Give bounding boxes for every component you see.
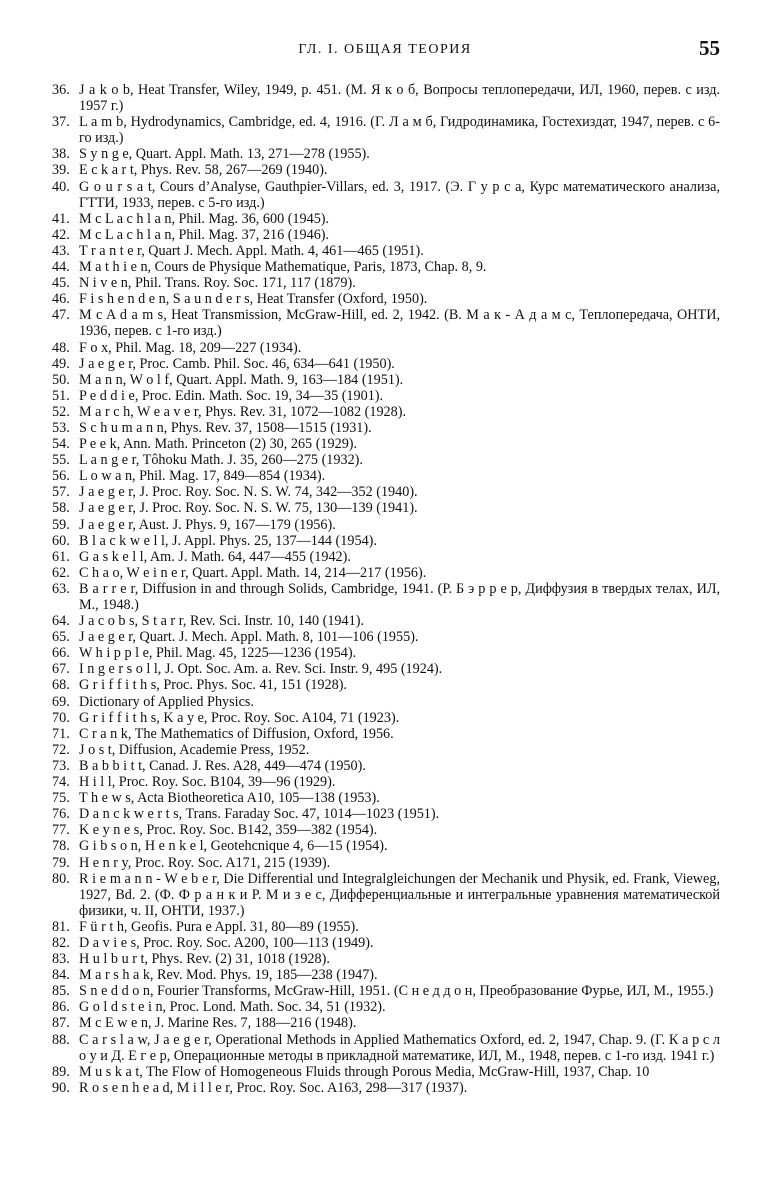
reference-number: 51.: [52, 387, 70, 404]
reference-item: [52, 919, 720, 935]
reference-text: J a e g e r, Aust. J. Phys. 9, 167—179 (1956).: [79, 516, 336, 533]
reference-item: [52, 613, 720, 629]
reference-item: [52, 999, 720, 1015]
reference-number: 60.: [52, 532, 70, 549]
reference-text: M u s k a t, The Flow of Homogeneous Fluids through Porous Media, McGraw-Hill, 1937, Chap. 10: [79, 1063, 650, 1080]
reference-number: 42.: [52, 226, 70, 243]
reference-number: 45.: [52, 275, 70, 292]
reference-number: 78.: [52, 838, 70, 855]
reference-item: [52, 356, 720, 372]
reference-item: [52, 871, 720, 919]
reference-number: 56.: [52, 468, 70, 485]
reference-text: F i s h e n d e n, S a u n d e r s, Heat Transfer (Oxford, 1950).: [79, 291, 428, 308]
reference-item: [52, 661, 720, 677]
reference-item: [52, 581, 720, 613]
reference-text: M a n n, W o l f, Quart. Appl. Math. 9, 163—184 (1951).: [79, 371, 404, 388]
reference-number: 71.: [52, 725, 70, 742]
reference-number: 49.: [52, 355, 70, 372]
reference-item: [52, 388, 720, 404]
reference-item: [52, 726, 720, 742]
reference-number: 77.: [52, 822, 70, 839]
reference-number: 89.: [52, 1063, 70, 1080]
reference-item: [52, 742, 720, 758]
reference-number: 55.: [52, 452, 70, 469]
reference-text: H e n r y, Proc. Roy. Soc. A171, 215 (1939).: [79, 854, 331, 871]
reference-text: M c E w e n, J. Marine Res. 7, 188—216 (1948).: [79, 1015, 357, 1032]
reference-number: 70.: [52, 709, 70, 726]
reference-number: 43.: [52, 242, 70, 259]
page-number: 55: [699, 36, 720, 60]
reference-number: 64.: [52, 613, 70, 630]
reference-item: [52, 790, 720, 806]
reference-item: [52, 404, 720, 420]
reference-number: 81.: [52, 918, 70, 935]
reference-item: [52, 1032, 720, 1064]
reference-text: L a n g e r, Tôhoku Math. J. 35, 260—275 (1932).: [79, 452, 363, 469]
reference-item: [52, 500, 720, 516]
reference-item: [52, 162, 720, 178]
reference-item: [52, 1015, 720, 1031]
reference-number: 82.: [52, 934, 70, 951]
reference-number: 90.: [52, 1079, 70, 1096]
reference-text: F o x, Phil. Mag. 18, 209—227 (1934).: [79, 339, 302, 356]
reference-item: [52, 806, 720, 822]
reference-item: [52, 291, 720, 307]
reference-text: J a e g e r, J. Proc. Roy. Soc. N. S. W. 75, 130—139 (1941).: [79, 500, 418, 517]
reference-text: S y n g e, Quart. Appl. Math. 13, 271—278 (1955).: [79, 146, 370, 163]
reference-item: [52, 259, 720, 275]
reference-item: [52, 855, 720, 871]
reference-number: 40.: [52, 178, 70, 195]
reference-text: R o s e n h e a d, M i l l e r, Proc. Roy. Soc. A163, 298—317 (1937).: [79, 1079, 468, 1096]
reference-number: 86.: [52, 999, 70, 1016]
reference-text: G a s k e l l, Am. J. Math. 64, 447—455 (1942).: [79, 548, 351, 565]
reference-item: [52, 533, 720, 549]
reference-item: [52, 951, 720, 967]
running-header: [0, 36, 770, 68]
reference-item: [52, 983, 720, 999]
reference-item: [52, 774, 720, 790]
reference-text: G r i f f i t h s, K a y e, Proc. Roy. Soc. A104, 71 (1923).: [79, 709, 400, 726]
reference-text: J a k o b, Heat Transfer, Wiley, 1949, p. 451. (М. Я к о б, Вопросы теплопередачи, ИЛ, 1960, перев. с изд. 1957 г.): [79, 82, 720, 115]
reference-number: 52.: [52, 403, 70, 420]
reference-number: 50.: [52, 371, 70, 388]
reference-text: C a r s l a w, J a e g e r, Operational Methods in Applied Mathematics Oxford, ed. 2, 1947, Chap. 9. (Г. К а р с л о у и Д. Е г е р, Операционные методы в прикладной математике, ИЛ, М., 1948, перев. с 1-го изд. 1941 г.): [79, 1031, 720, 1064]
reference-text: C h a o, W e i n e r, Quart. Appl. Math. 14, 214—217 (1956).: [79, 564, 427, 581]
reference-number: 53.: [52, 419, 70, 436]
reference-text: H u l b u r t, Phys. Rev. (2) 31, 1018 (1928).: [79, 951, 330, 968]
reference-number: 63.: [52, 580, 70, 597]
reference-number: 54.: [52, 436, 70, 453]
reference-item: [52, 1064, 720, 1080]
reference-number: 68.: [52, 677, 70, 694]
reference-number: 80.: [52, 870, 70, 887]
reference-item: [52, 967, 720, 983]
reference-number: 85.: [52, 983, 70, 1000]
reference-text: G o u r s a t, Cours d’Analyse, Gauthpier-Villars, ed. 3, 1917. (Э. Г у р с а, Курс математического анализа, ГТТИ, 1933, перев. с 5-го изд.): [79, 178, 720, 211]
reference-item: [52, 82, 720, 114]
reference-text: E c k a r t, Phys. Rev. 58, 267—269 (1940).: [79, 162, 328, 179]
reference-item: [52, 211, 720, 227]
reference-text: D a v i e s, Proc. Roy. Soc. A200, 100—113 (1949).: [79, 934, 374, 951]
reference-text: I n g e r s o l l, J. Opt. Soc. Am. a. Rev. Sci. Instr. 9, 495 (1924).: [79, 661, 443, 678]
reference-number: 88.: [52, 1031, 70, 1048]
reference-item: [52, 243, 720, 259]
reference-item: [52, 114, 720, 146]
reference-item: [52, 935, 720, 951]
reference-item: [52, 1080, 720, 1096]
reference-number: 48.: [52, 339, 70, 356]
reference-number: 83.: [52, 951, 70, 968]
reference-item: [52, 146, 720, 162]
reference-item: [52, 179, 720, 211]
reference-text: W h i p p l e, Phil. Mag. 45, 1225—1236 (1954).: [79, 645, 357, 662]
reference-text: G i b s o n, H e n k e l, Geotehcnique 4, 6—15 (1954).: [79, 838, 388, 855]
reference-item: [52, 629, 720, 645]
reference-text: J a e g e r, Quart. J. Mech. Appl. Math. 8, 101—106 (1955).: [79, 629, 419, 646]
reference-number: 69.: [52, 693, 70, 710]
reference-number: 57.: [52, 484, 70, 501]
reference-item: [52, 822, 720, 838]
reference-text: J a c o b s, S t a r r, Rev. Sci. Instr. 10, 140 (1941).: [79, 613, 364, 630]
reference-text: S c h u m a n n, Phys. Rev. 37, 1508—1515 (1931).: [79, 419, 372, 436]
reference-text: F ü r t h, Geofis. Pura e Appl. 31, 80—89 (1955).: [79, 918, 359, 935]
reference-number: 38.: [52, 146, 70, 163]
reference-text: J o s t, Diffusion, Academie Press, 1952.: [79, 741, 310, 758]
reference-item: [52, 645, 720, 661]
reference-text: Dictionary of Applied Physics.: [79, 693, 254, 710]
reference-text: M a t h i e n, Cours de Physique Mathematique, Paris, 1873, Chap. 8, 9.: [79, 259, 487, 276]
reference-item: [52, 677, 720, 693]
reference-item: [52, 436, 720, 452]
reference-item: [52, 227, 720, 243]
reference-number: 47.: [52, 307, 70, 324]
reference-text: B a b b i t t, Canad. J. Res. A28, 449—474 (1950).: [79, 757, 366, 774]
reference-text: M c A d a m s, Heat Transmission, McGraw-Hill, ed. 2, 1942. (В. М а к - А д а м с, Теплопередача, ОНТИ, 1936, перев. с 1-го изд.): [79, 307, 720, 340]
chapter-title: ГЛ. I. ОБЩАЯ ТЕОРИЯ: [298, 42, 472, 57]
reference-text: M a r c h, W e a v e r, Phys. Rev. 31, 1072—1082 (1928).: [79, 403, 407, 420]
reference-text: T r a n t e r, Quart J. Mech. Appl. Math. 4, 461—465 (1951).: [79, 242, 424, 259]
reference-text: C r a n k, The Mathematics of Diffusion, Oxford, 1956.: [79, 725, 394, 742]
reference-text: J a e g e r, Proc. Camb. Phil. Soc. 46, 634—641 (1950).: [79, 355, 395, 372]
reference-number: 39.: [52, 162, 70, 179]
reference-text: N i v e n, Phil. Trans. Roy. Soc. 171, 117 (1879).: [79, 275, 356, 292]
reference-number: 73.: [52, 757, 70, 774]
reference-number: 59.: [52, 516, 70, 533]
reference-text: G o l d s t e i n, Proc. Lond. Math. Soc. 34, 51 (1932).: [79, 999, 386, 1016]
reference-item: [52, 838, 720, 854]
reference-number: 87.: [52, 1015, 70, 1032]
reference-item: [52, 452, 720, 468]
reference-number: 65.: [52, 629, 70, 646]
reference-item: [52, 758, 720, 774]
reference-text: L o w a n, Phil. Mag. 17, 849—854 (1934).: [79, 468, 326, 485]
reference-item: [52, 549, 720, 565]
reference-number: 36.: [52, 82, 70, 98]
reference-item: [52, 517, 720, 533]
reference-text: K e y n e s, Proc. Roy. Soc. B142, 359—382 (1954).: [79, 822, 378, 839]
reference-item: [52, 275, 720, 291]
reference-text: R i e m a n n - W e b e r, Die Differential und Integralgleichungen der Mechanik und Physik, ed. Frank, Vieweg, 1927, Bd. 2. (Ф. Ф р а н к и Р. М и з е с, Дифференциальные и интегральные уравнения математической физики, ч. II, ОНТИ, 1937.): [79, 870, 720, 919]
reference-item: [52, 694, 720, 710]
reference-text: P e d d i e, Proc. Edin. Math. Soc. 19, 34—35 (1901).: [79, 387, 384, 404]
reference-item: [52, 372, 720, 388]
reference-number: 61.: [52, 548, 70, 565]
reference-number: 84.: [52, 967, 70, 984]
reference-text: G r i f f i t h s, Proc. Phys. Soc. 41, 151 (1928).: [79, 677, 347, 694]
reference-number: 79.: [52, 854, 70, 871]
reference-text: L a m b, Hydrodynamics, Cambridge, ed. 4, 1916. (Г. Л а м б, Гидродинамика, Гостехиздат, 1947, перев. с 6-го изд.): [79, 114, 720, 147]
reference-text: S n e d d o n, Fourier Transforms, McGraw-Hill, 1951. (С н е д д о н, Преобразование Фурье, ИЛ, М., 1955.): [79, 983, 714, 1000]
reference-number: 74.: [52, 774, 70, 791]
reference-text: H i l l, Proc. Roy. Soc. B104, 39—96 (1929).: [79, 774, 336, 791]
reference-number: 72.: [52, 741, 70, 758]
reference-number: 44.: [52, 259, 70, 276]
reference-number: 62.: [52, 564, 70, 581]
reference-number: 75.: [52, 790, 70, 807]
reference-text: D a n c k w e r t s, Trans. Faraday Soc. 47, 1014—1023 (1951).: [79, 806, 440, 823]
reference-number: 66.: [52, 645, 70, 662]
reference-item: [52, 340, 720, 356]
reference-number: 37.: [52, 114, 70, 131]
reference-text: T h e w s, Acta Biotheoretica A10, 105—138 (1953).: [79, 790, 380, 807]
reference-number: 67.: [52, 661, 70, 678]
reference-text: M c L a c h l a n, Phil. Mag. 36, 600 (1945).: [79, 210, 330, 227]
reference-item: [52, 420, 720, 436]
reference-item: [52, 484, 720, 500]
reference-number: 58.: [52, 500, 70, 517]
reference-item: [52, 307, 720, 339]
reference-number: 41.: [52, 210, 70, 227]
reference-text: B l a c k w e l l, J. Appl. Phys. 25, 137—144 (1954).: [79, 532, 377, 549]
reference-item: [52, 710, 720, 726]
reference-item: [52, 468, 720, 484]
reference-number: 76.: [52, 806, 70, 823]
reference-text: M c L a c h l a n, Phil. Mag. 37, 216 (1946).: [79, 226, 330, 243]
reference-text: M a r s h a k, Rev. Mod. Phys. 19, 185—238 (1947).: [79, 967, 378, 984]
reference-text: B a r r e r, Diffusion in and through Solids, Cambridge, 1941. (Р. Б э р р е р, Диффузия в твердых телах, ИЛ, М., 1948.): [79, 580, 720, 613]
reference-text: P e e k, Ann. Math. Princeton (2) 30, 265 (1929).: [79, 436, 358, 453]
reference-item: [52, 565, 720, 581]
reference-list: [52, 82, 720, 1096]
reference-text: J a e g e r, J. Proc. Roy. Soc. N. S. W. 74, 342—352 (1940).: [79, 484, 418, 501]
reference-number: 46.: [52, 291, 70, 308]
